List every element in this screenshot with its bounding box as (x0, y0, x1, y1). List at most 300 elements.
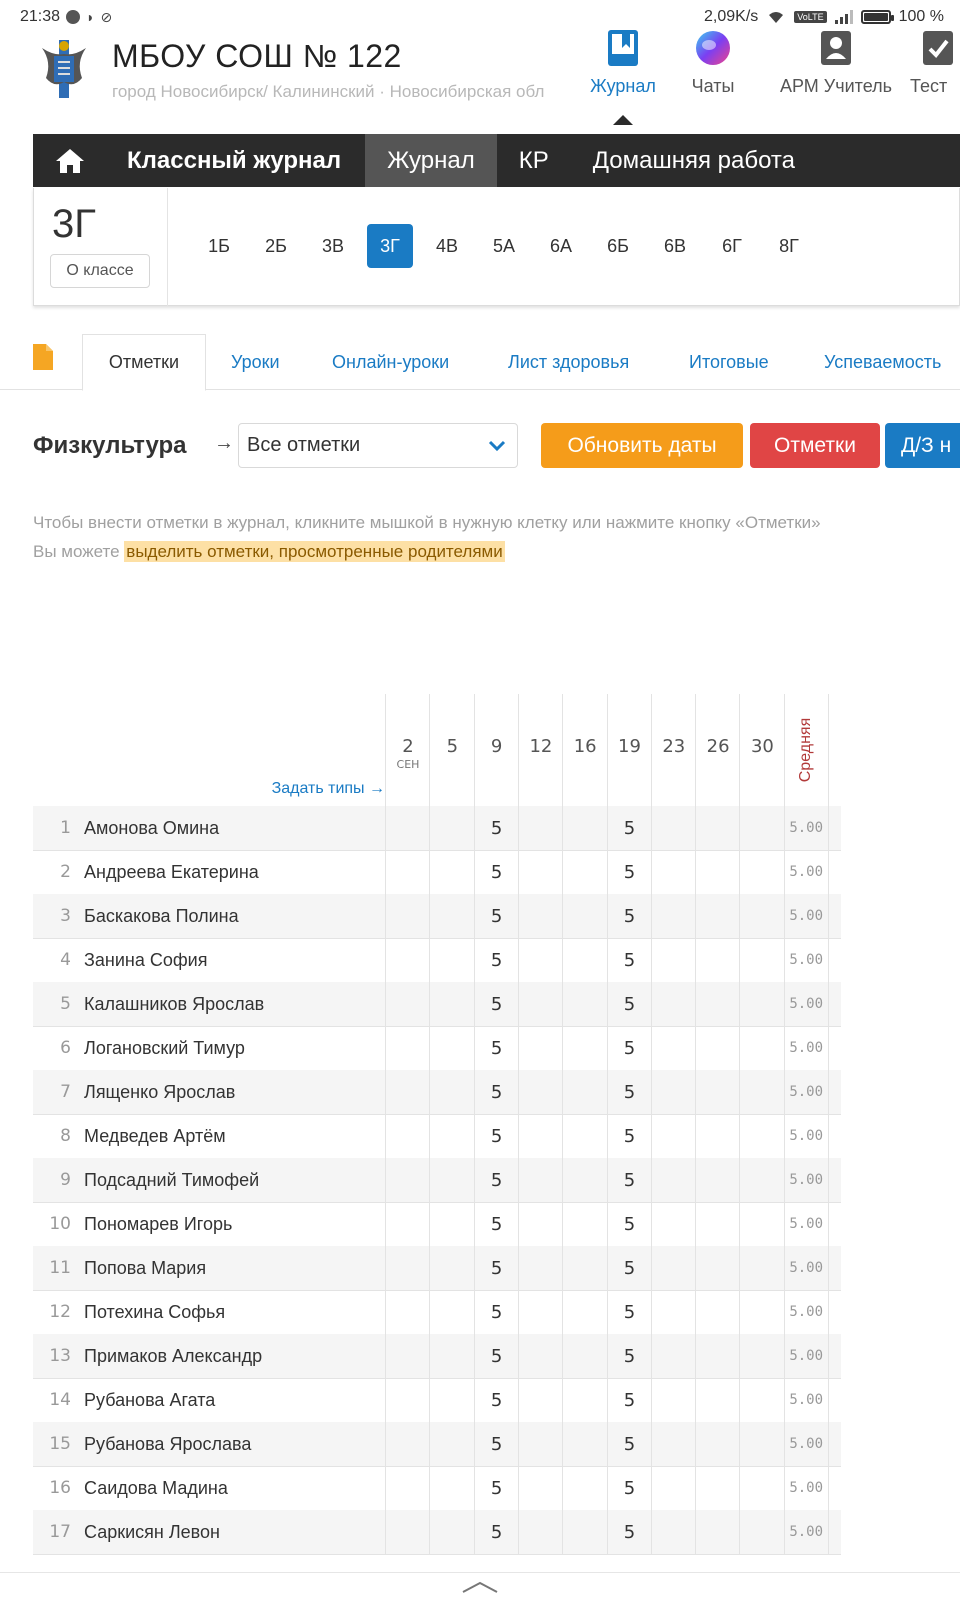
grade-cell[interactable] (385, 850, 430, 895)
grade-cell[interactable] (695, 1466, 740, 1511)
date-header (695, 694, 740, 806)
date-header (474, 694, 519, 806)
grade-cell[interactable] (739, 1114, 784, 1159)
document-icon[interactable] (33, 344, 53, 370)
student-name[interactable]: Медведев Артём (84, 1126, 226, 1146)
grade-cell[interactable] (429, 894, 474, 939)
grade-cell[interactable]: 5 (474, 938, 519, 983)
grade-cell[interactable] (429, 1466, 474, 1511)
grade-cell[interactable] (518, 850, 563, 895)
tab-performance[interactable]: Успеваемость (824, 351, 942, 372)
row-number: 10 (49, 1214, 71, 1234)
grade-cell[interactable] (518, 1026, 563, 1071)
average-header (784, 694, 829, 806)
grade-cell[interactable] (385, 1334, 430, 1379)
teacher-icon (818, 30, 854, 66)
grade-cell[interactable] (651, 1290, 696, 1335)
grade-cell[interactable] (518, 1202, 563, 1247)
grade-cell[interactable] (429, 1422, 474, 1467)
tab-online-lessons[interactable]: Онлайн-уроки (332, 351, 450, 372)
table-row (33, 894, 841, 939)
grade-cell[interactable]: 5 (607, 1510, 652, 1555)
grade-cell[interactable] (385, 1026, 430, 1071)
student-name[interactable]: Логановский Тимур (84, 1038, 245, 1058)
date-header (385, 694, 430, 806)
class-chip-6[interactable]: 6А (549, 235, 573, 256)
class-selector (33, 188, 960, 306)
battery-percent: 100 % (898, 8, 944, 25)
table-row (33, 938, 841, 983)
app-nav-test[interactable] (910, 30, 960, 97)
current-class-label: 3Г (52, 202, 96, 246)
chats-icon (695, 30, 731, 66)
grade-cell[interactable] (739, 1202, 784, 1247)
grade-cell[interactable] (651, 1422, 696, 1467)
grade-cell[interactable] (429, 1070, 474, 1115)
grade-cell[interactable] (429, 1510, 474, 1555)
table-row (33, 1114, 841, 1159)
grade-cell[interactable] (385, 1510, 430, 1555)
grade-cell[interactable] (695, 1070, 740, 1115)
grade-cell[interactable] (385, 1158, 430, 1203)
home-button[interactable] (33, 134, 107, 187)
date-header (739, 694, 784, 806)
table-row (33, 1158, 841, 1203)
battery-icon (861, 10, 891, 24)
set-types-link[interactable]: Задать типы → (271, 780, 385, 797)
student-name[interactable]: Попова Мария (84, 1258, 207, 1278)
grade-cell[interactable] (739, 1466, 784, 1511)
row-number: 7 (60, 1082, 71, 1102)
class-chip-2[interactable]: 3В (321, 235, 345, 256)
grade-cell[interactable] (739, 938, 784, 983)
table-row (33, 1070, 841, 1115)
grade-cell[interactable] (651, 1246, 696, 1291)
status-bar (0, 0, 960, 34)
class-chip-5[interactable]: 5А (492, 235, 516, 256)
row-number: 13 (49, 1346, 71, 1366)
grade-cell[interactable] (429, 850, 474, 895)
grade-cell[interactable] (695, 1290, 740, 1335)
section-nav (33, 134, 960, 187)
signal-icon (835, 10, 853, 24)
table-row (33, 1202, 841, 1247)
row-number: 11 (49, 1258, 71, 1278)
grade-cell[interactable] (695, 1202, 740, 1247)
grade-cell[interactable] (651, 806, 696, 851)
grade-cell[interactable] (695, 1026, 740, 1071)
date-header-day: 26 (706, 736, 730, 757)
row-number: 3 (60, 906, 71, 926)
grade-cell[interactable]: 5 (607, 850, 652, 895)
average-cell: 5.00 (784, 938, 829, 983)
app-nav-journal[interactable] (578, 30, 668, 97)
grade-cell[interactable] (429, 1246, 474, 1291)
app-nav (578, 30, 960, 97)
grade-cell[interactable] (651, 1114, 696, 1159)
student-name[interactable]: Лященко Ярослав (84, 1082, 236, 1102)
student-name[interactable]: Саидова Мадина (84, 1478, 228, 1498)
grade-cell[interactable]: 5 (607, 1026, 652, 1071)
date-header (607, 694, 652, 806)
grade-cell[interactable]: 5 (474, 806, 519, 851)
grade-cell[interactable] (429, 1202, 474, 1247)
chevron-down-icon (487, 436, 507, 456)
grade-cell[interactable]: 5 (474, 1378, 519, 1423)
grade-cell[interactable] (385, 1466, 430, 1511)
grade-cell[interactable] (695, 1422, 740, 1467)
app-nav-teacher[interactable] (766, 30, 906, 97)
grade-cell[interactable] (651, 1026, 696, 1071)
grade-cell[interactable] (518, 1246, 563, 1291)
grade-cell[interactable] (739, 1422, 784, 1467)
grade-cell[interactable]: 5 (474, 1290, 519, 1335)
grade-cell[interactable] (385, 1290, 430, 1335)
app-nav-chats[interactable] (668, 30, 758, 97)
row-number: 12 (49, 1302, 71, 1322)
grade-cell[interactable] (739, 1246, 784, 1291)
grade-cell[interactable]: 5 (474, 1466, 519, 1511)
grade-cell[interactable] (562, 1070, 607, 1115)
table-row (33, 1378, 841, 1423)
grade-cell[interactable]: 5 (607, 1114, 652, 1159)
coat-of-arms-logo (38, 38, 90, 100)
grade-cell[interactable] (695, 1158, 740, 1203)
student-name[interactable]: Занина София (84, 950, 208, 970)
section-nav-kr[interactable]: КР (518, 146, 549, 174)
date-header (518, 694, 563, 806)
row-number: 15 (49, 1434, 71, 1454)
grade-cell[interactable]: 5 (607, 806, 652, 851)
grade-cell[interactable] (562, 894, 607, 939)
grade-cell[interactable]: 5 (474, 1026, 519, 1071)
grade-cell[interactable] (518, 1290, 563, 1335)
grade-cell[interactable] (562, 1466, 607, 1511)
grade-cell[interactable] (739, 1026, 784, 1071)
grade-cell[interactable] (518, 1378, 563, 1423)
grade-cell[interactable] (429, 1158, 474, 1203)
row-number: 2 (60, 862, 71, 882)
marks-filter-select[interactable] (238, 423, 518, 468)
grade-cell[interactable] (739, 1070, 784, 1115)
grade-cell[interactable] (562, 938, 607, 983)
homework-button[interactable]: Д/З н (885, 423, 960, 468)
grade-cell[interactable]: 5 (474, 1246, 519, 1291)
update-dates-button[interactable]: Обновить даты (541, 423, 743, 468)
grade-cell[interactable] (651, 1466, 696, 1511)
grade-cell[interactable] (695, 1246, 740, 1291)
grade-cell[interactable]: 5 (474, 1334, 519, 1379)
grade-cell[interactable] (429, 1334, 474, 1379)
grade-cell[interactable] (518, 1422, 563, 1467)
grade-cell[interactable]: 5 (607, 1378, 652, 1423)
average-cell: 5.00 (784, 806, 829, 851)
grade-cell[interactable] (385, 982, 430, 1027)
grade-cell[interactable]: 5 (474, 850, 519, 895)
grade-cell[interactable] (695, 982, 740, 1027)
about-class-button[interactable]: О классе (50, 254, 150, 288)
tab-final[interactable]: Итоговые (689, 351, 769, 372)
date-header-day: 9 (490, 736, 503, 757)
average-cell: 5.00 (784, 1422, 829, 1467)
home-icon (55, 148, 85, 174)
grade-cell[interactable] (429, 806, 474, 851)
grade-cell[interactable] (739, 1378, 784, 1423)
student-name[interactable]: Рубанова Ярослава (84, 1434, 252, 1454)
tab-health-sheet[interactable]: Лист здоровья (508, 351, 630, 372)
grade-cell[interactable] (429, 1378, 474, 1423)
grade-cell[interactable] (562, 1290, 607, 1335)
grade-cell[interactable] (739, 1290, 784, 1335)
grade-cell[interactable] (429, 982, 474, 1027)
grade-cell[interactable]: 5 (607, 1290, 652, 1335)
average-cell: 5.00 (784, 1202, 829, 1247)
student-name[interactable]: Баскакова Полина (84, 906, 239, 926)
chevron-up-icon (462, 1581, 498, 1593)
link-icon: ⊘ (100, 8, 113, 25)
grade-cell[interactable] (562, 982, 607, 1027)
grade-cell[interactable]: 5 (474, 1114, 519, 1159)
grade-cell[interactable] (518, 1070, 563, 1115)
test-icon (920, 30, 956, 66)
date-header-day: 19 (618, 736, 641, 757)
grade-cell[interactable]: 5 (607, 1422, 652, 1467)
grade-cell[interactable] (651, 938, 696, 983)
grade-cell[interactable] (562, 1510, 607, 1555)
grade-cell[interactable]: 5 (607, 1158, 652, 1203)
grade-cell[interactable] (429, 1114, 474, 1159)
section-nav-homework[interactable]: Домашняя работа (592, 146, 795, 174)
hint-prefix: Вы можете (33, 542, 125, 561)
table-row (33, 1422, 841, 1467)
grade-cell[interactable] (695, 1334, 740, 1379)
average-cell: 5.00 (784, 894, 829, 939)
grade-cell[interactable]: 5 (607, 1202, 652, 1247)
grade-cell[interactable] (651, 982, 696, 1027)
grade-cell[interactable] (695, 1378, 740, 1423)
student-name[interactable]: Пономарев Игорь (84, 1214, 233, 1234)
student-name[interactable]: Саркисян Левон (84, 1522, 220, 1542)
table-row (33, 1466, 841, 1511)
subject-title: Физкультура (33, 432, 187, 459)
student-name[interactable]: Примаков Александр (84, 1346, 263, 1366)
row-number: 4 (60, 950, 71, 970)
row-number: 8 (60, 1126, 71, 1146)
grade-cell[interactable] (385, 806, 430, 851)
class-chip-8[interactable]: 6В (663, 235, 687, 256)
grade-cell[interactable]: 5 (607, 1466, 652, 1511)
grade-cell[interactable] (562, 1026, 607, 1071)
journal-icon (605, 30, 641, 66)
class-chip-0[interactable]: 1Б (208, 235, 230, 256)
grade-cell[interactable] (385, 1422, 430, 1467)
grade-cell[interactable] (695, 1114, 740, 1159)
table-row (33, 806, 841, 851)
grade-cell[interactable] (739, 894, 784, 939)
average-cell: 5.00 (784, 1510, 829, 1555)
grade-cell[interactable] (385, 1202, 430, 1247)
table-row (33, 1334, 841, 1379)
date-header-day: 23 (662, 736, 686, 757)
tab-marks[interactable]: Отметки (82, 334, 206, 391)
class-chip-10[interactable]: 8Г (779, 235, 799, 256)
grade-cell[interactable] (651, 1510, 696, 1555)
grade-cell[interactable] (651, 1158, 696, 1203)
app-nav-label: Тест (910, 76, 948, 96)
grade-cell[interactable]: 5 (474, 1510, 519, 1555)
grade-cell[interactable] (739, 850, 784, 895)
highlight-parent-viewed-link[interactable]: выделить отметки, просмотренные родителями (126, 542, 503, 561)
grade-cell[interactable] (385, 1114, 430, 1159)
grade-cell[interactable] (562, 1246, 607, 1291)
date-header-day: 12 (529, 736, 553, 757)
grade-cell[interactable]: 5 (474, 894, 519, 939)
bottom-sheet-handle[interactable] (0, 1572, 960, 1600)
grade-cell[interactable] (562, 806, 607, 851)
class-chip-3[interactable]: 3Г (367, 224, 413, 268)
grade-cell[interactable] (518, 938, 563, 983)
grade-cell[interactable] (385, 1378, 430, 1423)
grade-cell[interactable] (739, 806, 784, 851)
table-row (33, 850, 841, 895)
average-cell: 5.00 (784, 1246, 829, 1291)
grade-cell[interactable] (385, 1246, 430, 1291)
table-row (33, 1246, 841, 1291)
average-cell: 5.00 (784, 1026, 829, 1071)
grade-cell[interactable] (695, 806, 740, 851)
class-chip-7[interactable]: 6Б (607, 235, 629, 256)
grade-cell[interactable] (518, 1158, 563, 1203)
average-cell: 5.00 (784, 1114, 829, 1159)
table-row (33, 1510, 841, 1555)
grade-cell[interactable]: 5 (474, 1070, 519, 1115)
grade-cell[interactable]: 5 (607, 894, 652, 939)
grade-cell[interactable] (518, 1510, 563, 1555)
row-number: 16 (49, 1478, 71, 1498)
student-name[interactable]: Рубанова Агата (84, 1390, 216, 1410)
date-header-day: 30 (750, 736, 774, 757)
grade-cell[interactable]: 5 (474, 1158, 519, 1203)
grade-cell[interactable] (651, 1378, 696, 1423)
student-name[interactable]: Калашников Ярослав (84, 994, 265, 1014)
grade-cell[interactable] (562, 1202, 607, 1247)
grade-cell[interactable] (562, 1422, 607, 1467)
cast-icon: ◗ (86, 9, 95, 25)
grade-cell[interactable] (429, 1290, 474, 1335)
grade-cell[interactable] (739, 982, 784, 1027)
grade-cell[interactable]: 5 (607, 982, 652, 1027)
tab-lessons[interactable]: Уроки (231, 351, 280, 372)
class-chip-9[interactable]: 6Г (722, 235, 742, 256)
grade-cell[interactable]: 5 (474, 982, 519, 1027)
grade-cell[interactable] (651, 1202, 696, 1247)
average-cell: 5.00 (784, 850, 829, 895)
hint-line-2 (33, 537, 821, 566)
grade-cell[interactable] (695, 938, 740, 983)
grade-cell[interactable] (562, 1158, 607, 1203)
grade-cell[interactable]: 5 (607, 1334, 652, 1379)
grade-cell[interactable] (739, 1510, 784, 1555)
grade-cell[interactable] (562, 1334, 607, 1379)
grade-cell[interactable] (562, 1114, 607, 1159)
row-number: 17 (49, 1522, 71, 1542)
table-header-name (33, 694, 391, 806)
grade-cell[interactable] (562, 1378, 607, 1423)
grade-cell[interactable] (651, 894, 696, 939)
grade-cell[interactable]: 5 (474, 1422, 519, 1467)
section-nav-journal[interactable]: Журнал (365, 134, 497, 187)
class-chip-1[interactable]: 2Б (265, 235, 287, 256)
grade-cell[interactable] (651, 850, 696, 895)
school-subtitle: город Новосибирск/ Калининский · Новосибирская обл (112, 82, 545, 101)
average-cell: 5.00 (784, 1334, 829, 1379)
student-name[interactable]: Амонова Омина (84, 818, 220, 838)
grade-cell[interactable] (518, 1334, 563, 1379)
row-number: 6 (60, 1038, 71, 1058)
section-nav-class-journal[interactable]: Классный журнал (127, 146, 342, 174)
hint-line-1: Чтобы внести отметки в журнал, кликните мышкой в нужную клетку или нажмите кнопку «Отметки» (33, 513, 821, 532)
journal-tabs (0, 334, 960, 390)
average-cell: 5.00 (784, 982, 829, 1027)
grade-cell[interactable] (739, 1334, 784, 1379)
average-header-label: Средняя (797, 717, 815, 783)
grade-cell[interactable]: 5 (474, 1202, 519, 1247)
marks-button[interactable]: Отметки (750, 423, 880, 468)
grade-cell[interactable] (429, 938, 474, 983)
app-nav-label: Журнал (590, 76, 656, 96)
grade-cell[interactable] (518, 1466, 563, 1511)
grade-cell[interactable] (651, 1334, 696, 1379)
grade-cell[interactable] (385, 938, 430, 983)
grade-cell[interactable] (385, 1070, 430, 1115)
grade-cell[interactable] (518, 1114, 563, 1159)
grade-cell[interactable] (695, 1510, 740, 1555)
current-class (34, 188, 168, 306)
school-title: МБОУ СОШ № 122 (112, 38, 402, 74)
student-name[interactable]: Потехина Софья (84, 1302, 226, 1322)
class-list (196, 224, 823, 268)
grade-cell[interactable] (518, 894, 563, 939)
date-header (429, 694, 474, 806)
class-chip-4[interactable]: 4В (435, 235, 459, 256)
student-name[interactable]: Андреева Екатерина (84, 862, 259, 882)
volte-badge: VoLTE (794, 11, 826, 23)
row-number: 5 (60, 994, 71, 1014)
date-header (562, 694, 607, 806)
grade-cell[interactable] (518, 982, 563, 1027)
wifi-icon (766, 9, 786, 25)
table-row (33, 1026, 841, 1071)
arrow-right-icon: → (214, 432, 234, 454)
grade-cell[interactable]: 5 (607, 1246, 652, 1291)
date-header-day: 5 (446, 736, 459, 757)
grade-cell[interactable] (695, 850, 740, 895)
grade-cell[interactable] (562, 850, 607, 895)
grade-cell[interactable] (695, 894, 740, 939)
grade-cell[interactable]: 5 (607, 1070, 652, 1115)
notification-icon (66, 10, 80, 24)
hint-text (33, 508, 821, 566)
row-number: 9 (60, 1170, 71, 1190)
grade-cell[interactable] (429, 1026, 474, 1071)
student-name[interactable]: Подсадний Тимофей (84, 1170, 260, 1190)
grade-cell[interactable] (518, 806, 563, 851)
grade-cell[interactable] (739, 1158, 784, 1203)
status-time: 21:38 (20, 8, 61, 25)
grade-cell[interactable] (385, 894, 430, 939)
grade-cell[interactable]: 5 (607, 938, 652, 983)
grade-cell[interactable] (651, 1070, 696, 1115)
